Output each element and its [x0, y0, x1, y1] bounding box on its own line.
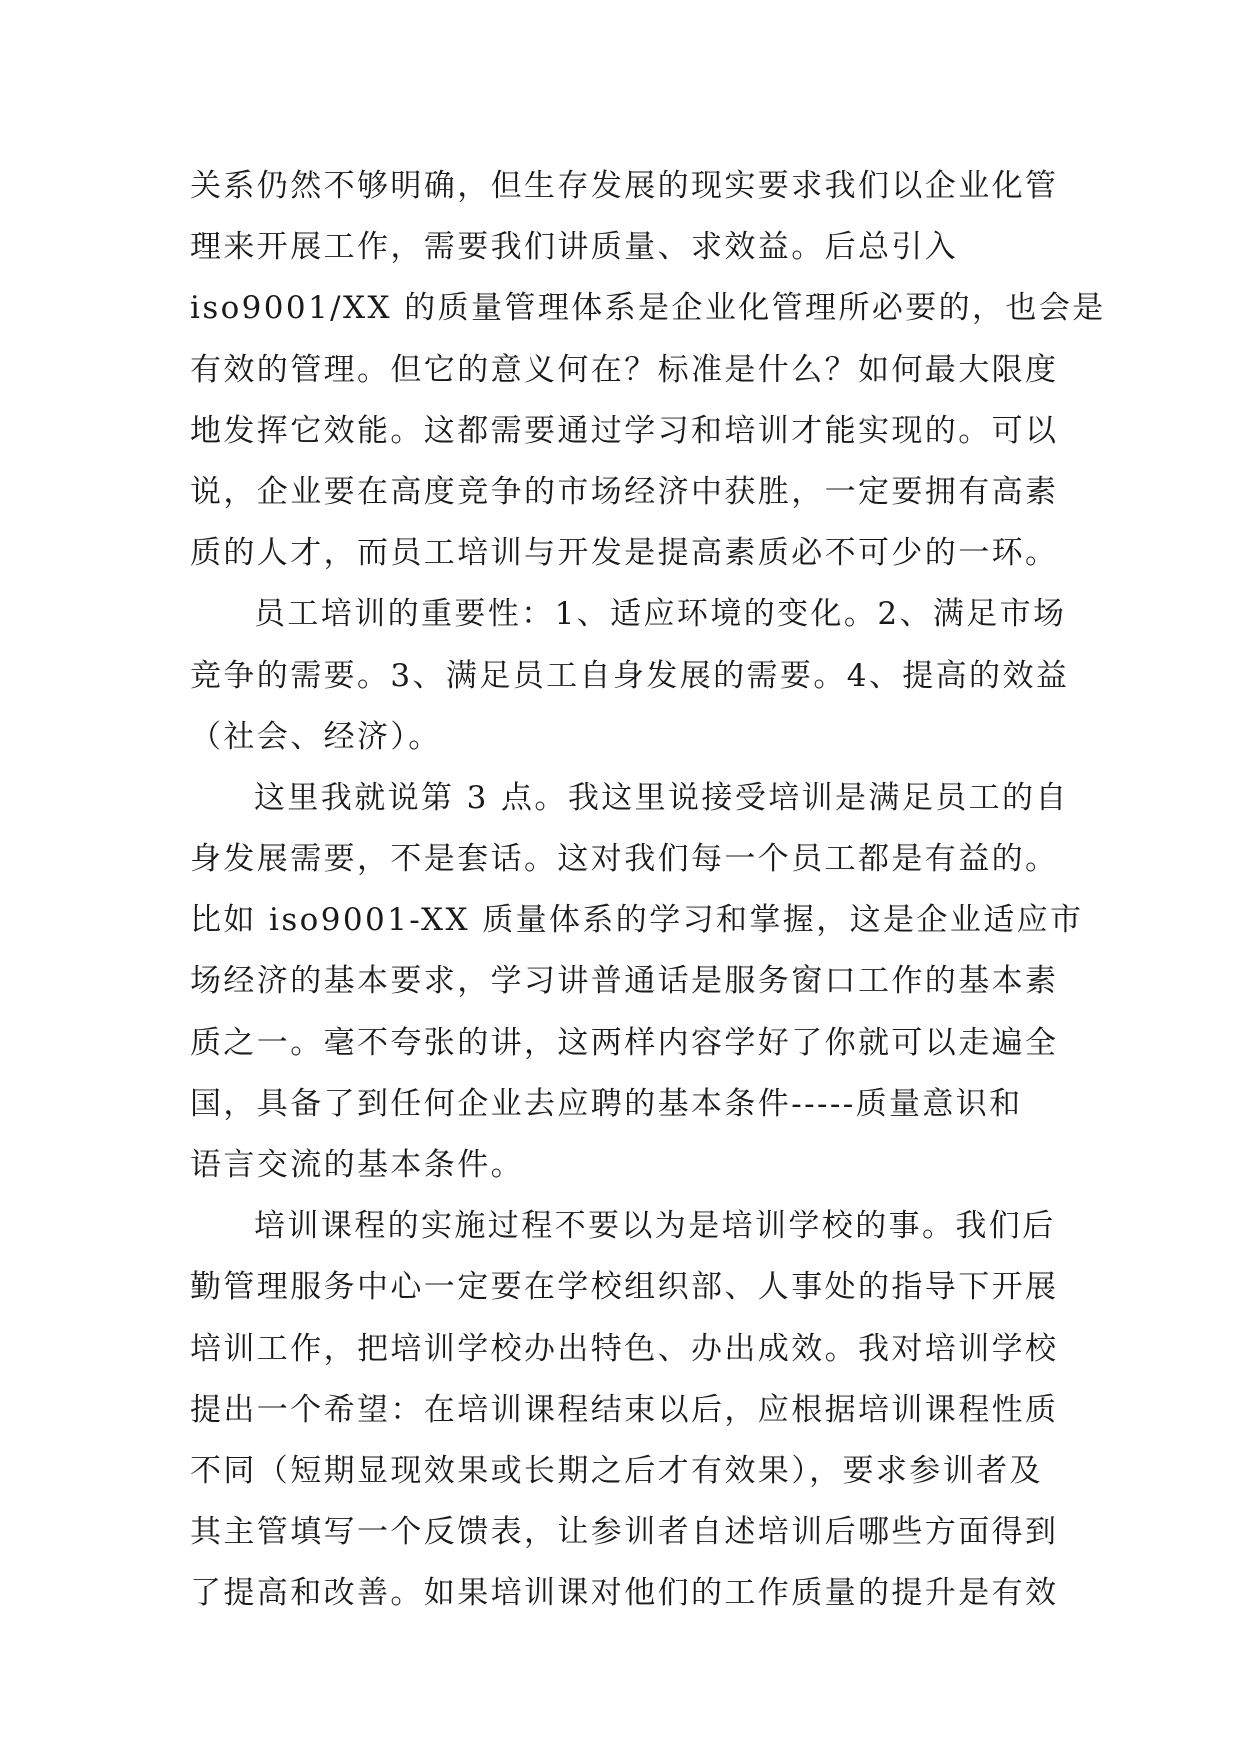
text-line: 有效的管理。但它的意义何在？标准是什么？如何最大限度 [190, 351, 1059, 388]
text-line: 竞争的需要。3、满足员工自身发展的需要。4、提高的效益 [190, 657, 1070, 694]
document-body [190, 156, 1106, 1625]
text-line: 语言交流的基本条件。 [190, 1147, 524, 1183]
text-line: 地发挥它效能。这都需要通过学习和培训才能实现的。可以 [190, 412, 1059, 449]
text-line: 其主管填写一个反馈表，让参训者自述培训后哪些方面得到 [190, 1514, 1059, 1551]
text-line: 培训工作，把培训学校办出特色、办出成效。我对培训学校 [190, 1330, 1059, 1367]
text-line: 提出一个希望：在培训课程结束以后，应根据培训课程性质 [190, 1391, 1059, 1428]
paragraph-first-line: 这里我就说第 3 点。我这里说接受培训是满足员工的自 [254, 779, 1069, 816]
text-line: 比如 iso9001-XX 质量体系的学习和掌握，这是企业适应市 [190, 902, 1084, 939]
text-line: 关系仍然不够明确，但生存发展的现实要求我们以企业化管 [190, 168, 1059, 204]
text-line: 不同（短期显现效果或长期之后才有效果），要求参训者及 [190, 1452, 1043, 1489]
text-line: 说，企业要在高度竞争的市场经济中获胜，一定要拥有高素 [190, 473, 1059, 510]
text-line: 国，具备了到任何企业去应聘的基本条件-----质量意识和 [190, 1085, 1023, 1122]
text-line: 理来开展工作，需要我们讲质量、求效益。后总引入 [190, 229, 959, 266]
text-line: 身发展需要，不是套话。这对我们每一个员工都是有益的。 [190, 841, 1059, 878]
text-line: 质的人才，而员工培训与开发是提高素质必不可少的一环。 [190, 535, 1059, 572]
text-line: 了提高和改善。如果培训课对他们的工作质量的提升是有效 [190, 1575, 1059, 1612]
paragraph-first-line: 员工培训的重要性：1、适应环境的变化。2、满足市场 [254, 596, 1067, 633]
text-line: iso9001/XX 的质量管理体系是企业化管理所必要的，也会是 [190, 290, 1106, 327]
text-line: 质之一。毫不夸张的讲，这两样内容学好了你就可以走遍全 [190, 1024, 1059, 1061]
paragraph-first-line: 培训课程的实施过程不要以为是培训学校的事。我们后 [254, 1208, 1056, 1245]
text-line: （社会、经济）。 [190, 718, 442, 755]
text-line: 勤管理服务中心一定要在学校组织部、人事处的指导下开展 [190, 1269, 1059, 1306]
text-line: 场经济的基本要求，学习讲普通话是服务窗口工作的基本素 [190, 963, 1059, 1000]
